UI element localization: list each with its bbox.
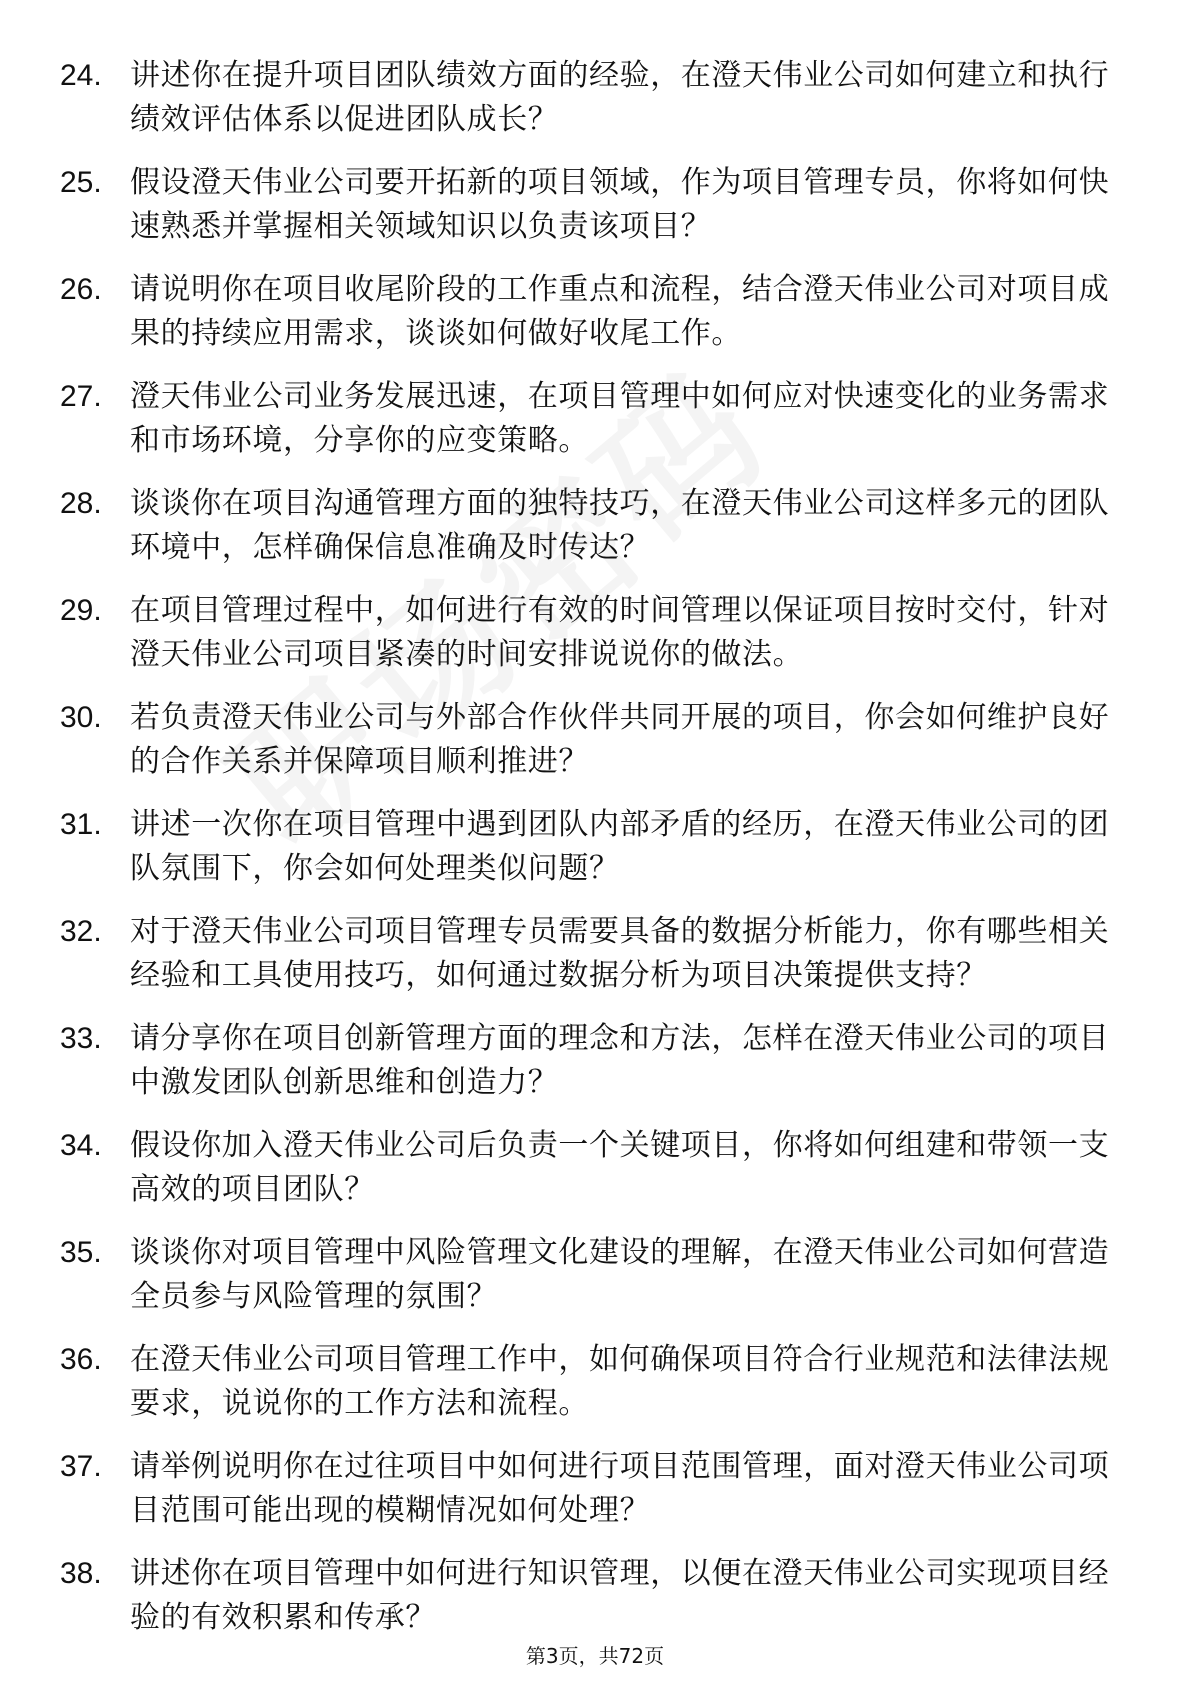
question-item [60,54,1120,142]
question-number: 28. [60,487,102,520]
question-text: 谈谈你在项目沟通管理方面的独特技巧，在澄天伟业公司这样多元的团队环境中，怎样确保信息准确及时传达？ [130,486,1110,565]
question-number: 29. [60,594,102,627]
page-number-footer: 第3页，共72页 [525,1644,665,1668]
question-number: 36. [60,1343,102,1376]
question-list [60,54,1120,1659]
question-item [60,161,1120,249]
question-text: 澄天伟业公司业务发展迅速，在项目管理中如何应对快速变化的业务需求和市场环境，分享你的应变策略。 [130,379,1110,458]
question-number: 27. [60,380,102,413]
question-number: 30. [60,701,102,734]
question-item [60,268,1120,356]
question-text: 若负责澄天伟业公司与外部合作伙伴共同开展的项目，你会如何维护良好的合作关系并保障项目顺利推进？ [130,700,1110,779]
question-item [60,803,1120,891]
question-item [60,1124,1120,1212]
question-item [60,482,1120,570]
question-item [60,1017,1120,1105]
question-number: 38. [60,1557,102,1590]
question-number: 31. [60,808,102,841]
question-item [60,696,1120,784]
question-number: 24. [60,59,102,92]
question-item [60,1552,1120,1640]
question-item [60,1445,1120,1533]
question-number: 35. [60,1236,102,1269]
question-item [60,589,1120,677]
question-number: 37. [60,1450,102,1483]
question-number: 33. [60,1022,102,1055]
question-text: 讲述你在提升项目团队绩效方面的经验，在澄天伟业公司如何建立和执行绩效评估体系以促进团队成长？ [130,58,1110,137]
question-number: 25. [60,166,102,199]
question-item [60,1231,1120,1319]
question-text: 请举例说明你在过往项目中如何进行项目范围管理，面对澄天伟业公司项目范围可能出现的模糊情况如何处理？ [130,1449,1110,1528]
question-text: 对于澄天伟业公司项目管理专员需要具备的数据分析能力，你有哪些相关经验和工具使用技巧，如何通过数据分析为项目决策提供支持？ [130,914,1110,993]
question-text: 谈谈你对项目管理中风险管理文化建设的理解，在澄天伟业公司如何营造全员参与风险管理的氛围？ [130,1235,1110,1314]
question-number: 34. [60,1129,102,1162]
question-text: 假设你加入澄天伟业公司后负责一个关键项目，你将如何组建和带领一支高效的项目团队？ [130,1128,1110,1207]
question-number: 26. [60,273,102,306]
question-text: 在项目管理过程中，如何进行有效的时间管理以保证项目按时交付，针对澄天伟业公司项目紧凑的时间安排说说你的做法。 [130,593,1110,672]
question-text: 在澄天伟业公司项目管理工作中，如何确保项目符合行业规范和法律法规要求，说说你的工作方法和流程。 [130,1342,1110,1421]
question-item [60,1338,1120,1426]
question-text: 讲述一次你在项目管理中遇到团队内部矛盾的经历，在澄天伟业公司的团队氛围下，你会如何处理类似问题？ [130,807,1110,886]
question-text: 请分享你在项目创新管理方面的理念和方法，怎样在澄天伟业公司的项目中激发团队创新思维和创造力？ [130,1021,1110,1100]
question-text: 讲述你在项目管理中如何进行知识管理，以便在澄天伟业公司实现项目经验的有效积累和传承？ [130,1556,1110,1635]
question-item [60,375,1120,463]
question-item [60,910,1120,998]
question-text: 假设澄天伟业公司要开拓新的项目领域，作为项目管理专员，你将如何快速熟悉并掌握相关领域知识以负责该项目？ [130,165,1110,244]
question-number: 32. [60,915,102,948]
question-text: 请说明你在项目收尾阶段的工作重点和流程，结合澄天伟业公司对项目成果的持续应用需求，谈谈如何做好收尾工作。 [130,272,1110,351]
